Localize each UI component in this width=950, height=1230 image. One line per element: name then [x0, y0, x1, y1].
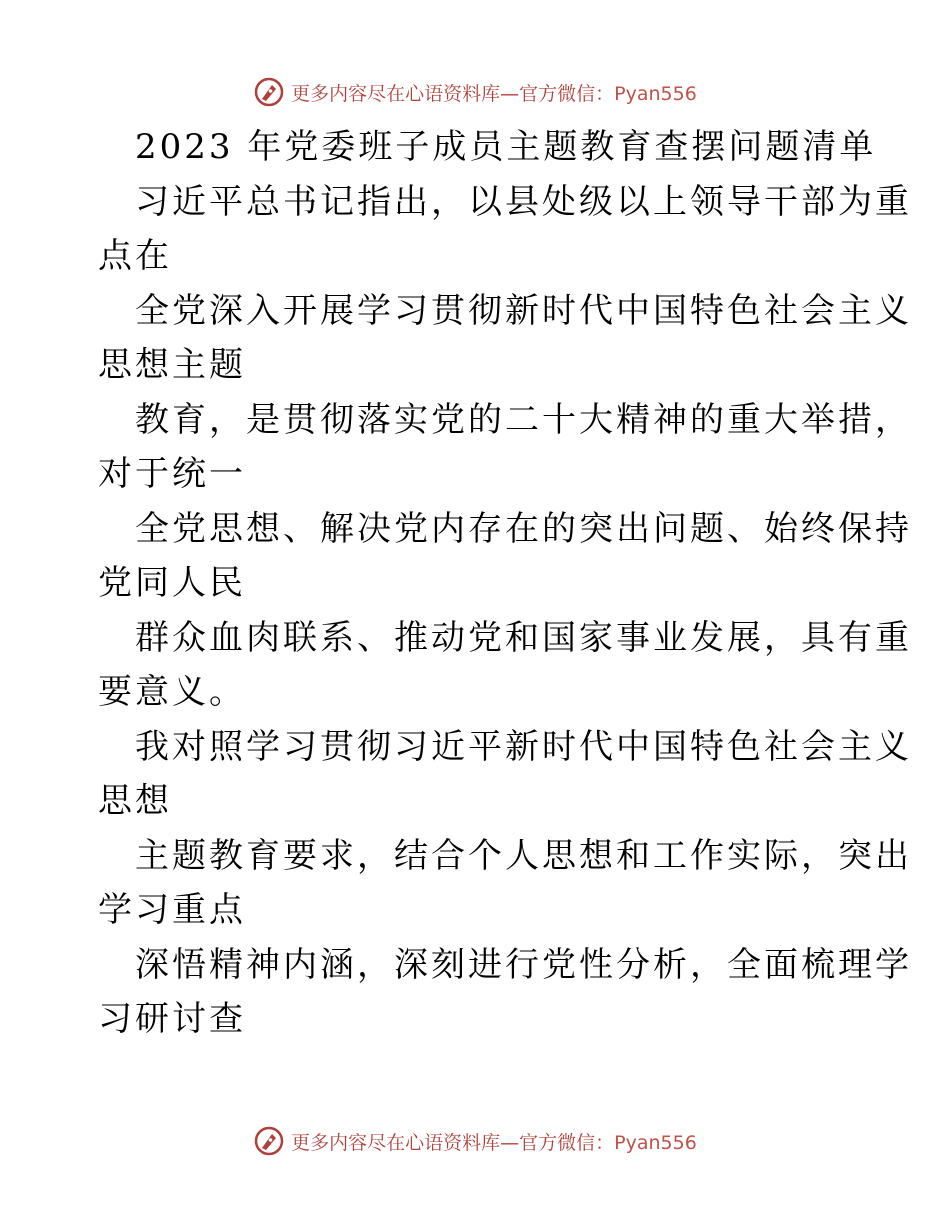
document-title: 2023 年党委班子成员主题教育查摆问题清单 [135, 127, 877, 167]
paragraph-line: 深悟精神内涵，深刻进行党性分析，全面梳理学 [135, 944, 912, 985]
paragraph-line: 党同人民 [98, 563, 246, 603]
paragraph-line: 要意义。 [98, 672, 246, 712]
watermark-wechat-id: Pyan556 [614, 82, 697, 105]
paragraph-line: 点在 [98, 236, 172, 276]
paragraph-line: 主题教育要求，结合个人思想和工作实际，突出 [135, 835, 912, 876]
paragraph-line: 我对照学习贯彻习近平新时代中国特色社会主义 [135, 726, 912, 767]
paragraph-line: 习研讨查 [98, 999, 246, 1039]
paragraph-line: 全党思想、解决党内存在的突出问题、始终保持 [135, 508, 912, 549]
watermark-text: 更多内容尽在心语资料库—官方微信： [291, 82, 615, 105]
footer-watermark [0, 1121, 950, 1161]
paragraph-line: 教育，是贯彻落实党的二十大精神的重大举措， [135, 399, 912, 440]
watermark-wechat-id: Pyan556 [614, 1131, 697, 1154]
paragraph-line: 思想主题 [98, 345, 246, 385]
paragraph-line: 对于统一 [98, 454, 246, 494]
paragraph-line: 学习重点 [98, 890, 246, 930]
watermark-text: 更多内容尽在心语资料库—官方微信： [291, 1131, 615, 1154]
header-watermark [0, 72, 950, 112]
paragraph-line: 群众血肉联系、推动党和国家事业发展，具有重 [135, 617, 912, 658]
pen-nib-logo-icon [253, 76, 285, 108]
document-body [98, 120, 912, 1047]
paragraph-line: 思想 [98, 781, 172, 821]
paragraph-line: 习近平总书记指出，以县处级以上领导干部为重 [135, 181, 912, 222]
paragraph-line: 全党深入开展学习贯彻新时代中国特色社会主义 [135, 290, 912, 331]
pen-nib-logo-icon [253, 1125, 285, 1157]
